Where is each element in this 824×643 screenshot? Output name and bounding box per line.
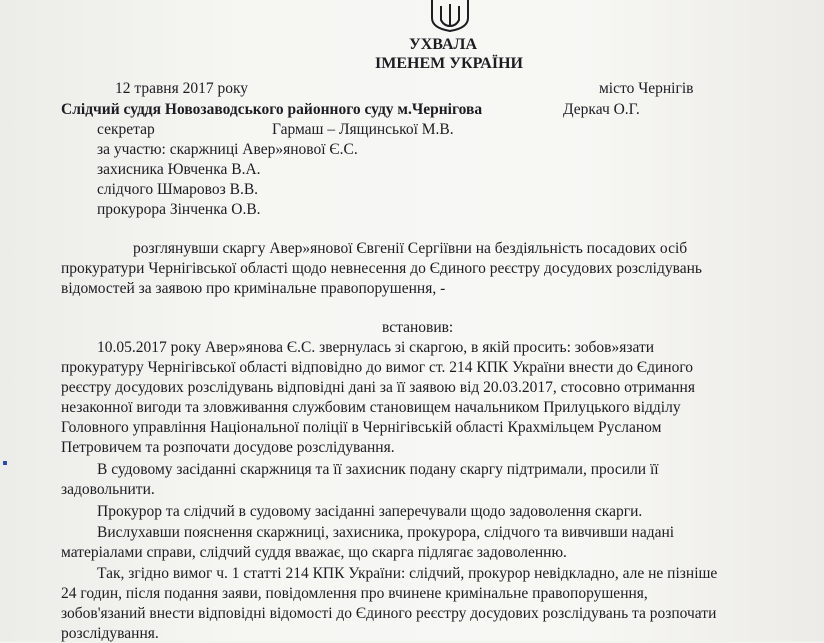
margin-mark [3, 461, 7, 465]
trident-emblem-icon [420, 0, 480, 32]
document-title: УХВАЛА [409, 36, 477, 53]
judge-name: Деркач О.Г. [563, 101, 640, 118]
paragraph-line: задовольнити. [61, 481, 155, 498]
intro-line: відомостей за заявою про кримінальне правопорушення, - [61, 280, 446, 297]
established-heading: встановив: [382, 319, 454, 336]
judge-position: Слідчий суддя Новозаводського районного суду м.Чернігова [61, 101, 483, 118]
intro-line: розглянувши скаргу Авер»янової Євгенії Сергіївни на бездіяльність посадових осіб [133, 240, 688, 257]
participant-line: слідчого Шмаровоз В.В. [97, 181, 259, 198]
paragraph-line: розслідування. [61, 625, 159, 642]
paragraph-line: матеріалами справи, слідчий суддя вважає, що скарга підлягає задоволенню. [61, 544, 567, 561]
paragraph-line: реєстру досудових розслідувань відповідні дані за її заявою від 20.03.2017, стосовно отримання [61, 379, 695, 396]
paragraph-line: Так, згідно вимог ч. 1 статті 214 КПК України: слідчий, прокурор невідкладно, але не пізніше [97, 565, 718, 582]
secretary-name: Гармаш – Лящинської М.В. [272, 121, 454, 138]
paragraph-line: Вислухавши пояснення скаржниці, захисника, прокурора, слідчого та вивчивши надані [97, 524, 675, 541]
document-subtitle: ІМЕНЕМ УКРАЇНИ [375, 55, 523, 72]
secretary-label: секретар [97, 121, 155, 138]
paragraph-line: Прокурор та слідчий в судовому засіданні заперечували щодо задоволення скарги. [97, 503, 643, 520]
paragraph-line: В судовому засіданні скаржниця та її захисник подану скаргу підтримали, просили її [97, 461, 659, 478]
paragraph-line: 10.05.2017 року Авер»янова Є.С. звернулась зі скаргою, в якій просить: зобов»язати [97, 339, 655, 356]
participant-line: за участю: скаржниці Авер»янової Є.С. [97, 141, 358, 158]
document-city: місто Чернігів [599, 80, 694, 97]
paragraph-line: зобов'язаний внести відповідні відомості до Єдиного реєстру досудових розслідувань та розпочати [61, 605, 717, 622]
paragraph-line: Петровичем та розпочати досудове розслідування. [61, 439, 395, 456]
participant-line: захисника Ювченка В.А. [97, 161, 261, 178]
document-date: 12 травня 2017 року [115, 80, 249, 97]
participant-line: прокурора Зінченка О.В. [97, 201, 261, 218]
paragraph-line: прокуратуру Чернігівської області відповідно до вимог ст. 214 КПК України внести до Єдиного [61, 359, 694, 376]
intro-line: прокуратури Чернігівської області щодо невнесення до Єдиного реєстру досудових розслідувань [61, 260, 702, 277]
paragraph-line: Головного управління Національної поліції в Чернігівській області Крахмільцем Русланом [61, 419, 662, 436]
paragraph-line: незаконної вигоди та зловживання службовим становищем начальником Прилуцького відділу [61, 399, 681, 416]
paragraph-line: 24 годин, після подання заяви, повідомлення про вчинене кримінальне правопорушення, [61, 585, 648, 602]
